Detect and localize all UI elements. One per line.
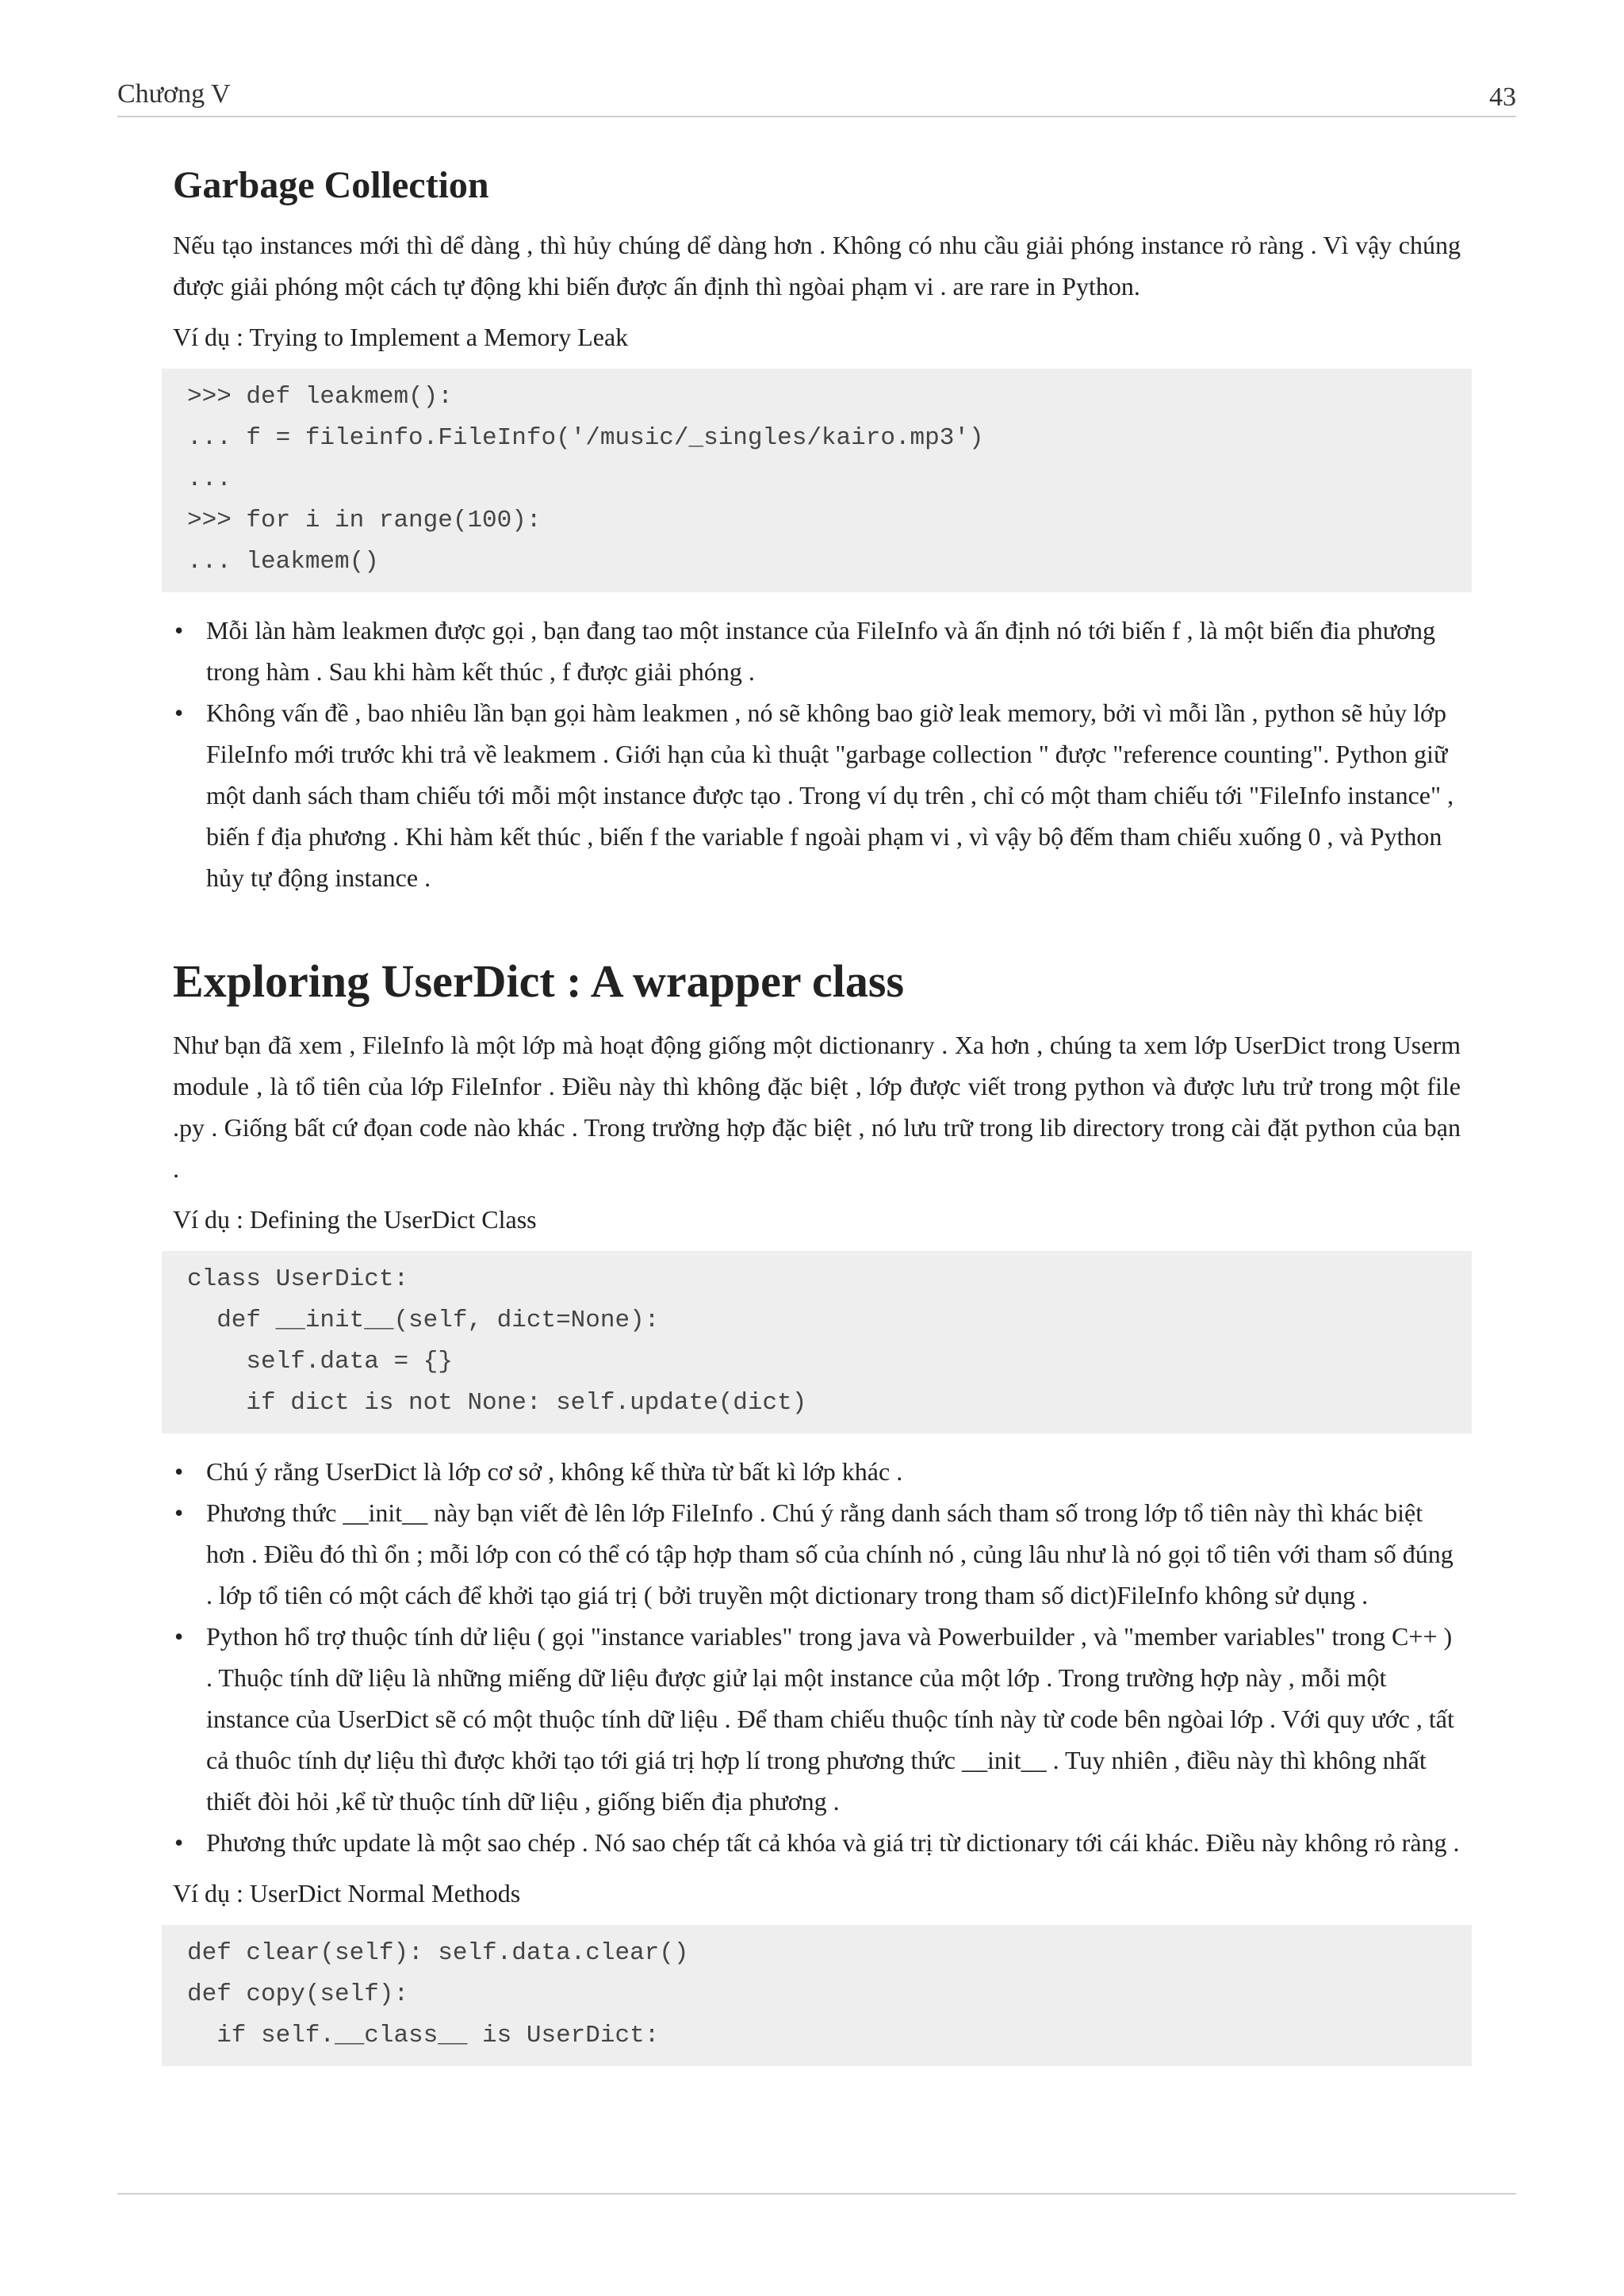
bullet-icon: • xyxy=(174,1621,184,1651)
code-line: class UserDict: xyxy=(187,1265,409,1293)
bullet-item xyxy=(173,610,1461,692)
section-spacer xyxy=(173,908,1461,955)
bullet-text: Python hổ trợ thuộc tính dử liệu ( gọi "instance variables" trong java và Powerbuilder , và "member variables" trong C++ ) . Thuộc tính dữ liệu là những miếng dữ liệu được giử lại một instance của một lớp . Trong trường hợp này , mỗi một instance của UserDict sẽ có một thuộc tính dữ liệu . Để tham chiếu thuộc tính này từ code bên ngòai lớp . Với quy ước , tất cả thuôc tính dự liệu thì được khởi tạo tới giá trị hợp lí trong phương thức __init__ . Tuy nhiên , điều này thì không nhất thiết đòi hỏi ,kể từ thuộc tính dữ liệu , giống biến địa phương . xyxy=(206,1621,1454,1816)
bullet-icon: • xyxy=(174,698,184,728)
bullet-list xyxy=(173,610,1461,898)
code-line: ... leakmem() xyxy=(187,548,379,576)
page-content xyxy=(173,163,1461,2084)
code-line: def __init__(self, dict=None): xyxy=(187,1306,660,1334)
bullet-icon: • xyxy=(174,1498,184,1527)
section-title-garbage-collection: Garbage Collection xyxy=(173,164,489,206)
bullet-text: Phương thức __init__ này bạn viết đè lên lớp FileInfo . Chú ý rằng danh sách tham số trong lớp tổ tiên này thì khác biệt hơn . Điều đó thì ổn ; mỗi lớp con có thể có tập hợp tham số của chính nó , củng lâu như là nó gọi tổ tiên với tham số đúng . lớp tổ tiên có một cách để khởi tạo giá trị ( bởi truyền một dictionary trong tham số dict)FileInfo không sử dụng . xyxy=(206,1498,1454,1609)
bullet-list xyxy=(173,1451,1461,1863)
page-header xyxy=(117,79,1516,117)
bullet-text: Không vấn đề , bao nhiêu lần bạn gọi hàm leakmen , nó sẽ không bao giờ leak memory, bởi vì mỗi lần , python sẽ hủy lớp FileInfo mới trước khi trả về leakmem . Giới hạn của kì thuật "garbage collection " được "reference counting". Python giữ một danh sách tham chiếu tới mỗi một instance được tạo . Trong ví dụ trên , chỉ có một tham chiếu tới "FileInfo instance" , biến f địa phương . Khi hàm kết thúc , biến f the variable f ngoài phạm vi , vì vậy bộ đếm tham chiếu xuống 0 , và Python hủy tự động instance . xyxy=(206,698,1454,893)
bullet-icon: • xyxy=(174,1827,184,1857)
page-number: 43 xyxy=(1489,82,1516,112)
bullet-item xyxy=(173,1492,1461,1616)
code-line: ... f = fileinfo.FileInfo('/music/_singles/kairo.mp3') xyxy=(187,424,984,453)
code-line: ... xyxy=(187,465,232,494)
code-line: >>> def leakmem(): xyxy=(187,383,453,411)
bullet-item xyxy=(173,1822,1461,1863)
example-label: Ví dụ : Defining the UserDict Class xyxy=(173,1204,537,1234)
bullet-item xyxy=(173,1616,1461,1822)
code-line: def clear(self): self.data.clear() xyxy=(187,1938,689,1967)
example-label: Ví dụ : Trying to Implement a Memory Leak xyxy=(173,323,629,352)
code-line: if self.__class__ is UserDict: xyxy=(187,2021,660,2049)
bullet-text: Phương thức update là một sao chép . Nó sao chép tất cả khóa và giá trị từ dictionary tới cái khác. Điều này không rỏ ràng . xyxy=(206,1827,1460,1857)
code-line: self.data = {} xyxy=(187,1347,453,1376)
bullet-icon: • xyxy=(174,1456,184,1486)
code-line: def copy(self): xyxy=(187,1980,409,2008)
code-block xyxy=(162,1925,1472,2066)
code-line: >>> for i in range(100): xyxy=(187,507,542,535)
bullet-item xyxy=(173,1451,1461,1492)
bullet-text: Mỗi làn hàm leakmen được gọi , bạn đang tao một instance của FileInfo và ấn định nó tới biến f , là một biến đia phương trong hàm . Sau khi hàm kết thúc , f được giải phóng . xyxy=(206,616,1435,687)
section-title-userdict: Exploring UserDict : A wrapper class xyxy=(173,955,905,1008)
footer-divider xyxy=(117,2193,1516,2195)
paragraph: Như bạn đã xem , FileInfo là một lớp mà hoạt động giống một dictionanry . Xa hơn , chúng ta xem lớp UserDict trong Userm module , là tổ tiên của lớp FileInfor . Điều này thì không đặc biệt , lớp được viết trong python và được lưu trử trong một file .py . Giống bất cứ đọan code nào khác . Trong trường hợp đặc biệt , nó lưu trữ trong lib directory trong cài đặt python của bạn . xyxy=(173,1030,1461,1183)
example-label: Ví dụ : UserDict Normal Methods xyxy=(173,1878,521,1908)
bullet-text: Chú ý rằng UserDict là lớp cơ sở , không kế thừa từ bất kì lớp khác . xyxy=(206,1456,903,1486)
bullet-icon: • xyxy=(174,616,184,645)
bullet-item xyxy=(173,692,1461,898)
code-block xyxy=(162,1251,1472,1433)
code-line: if dict is not None: self.update(dict) xyxy=(187,1388,807,1417)
code-block xyxy=(162,369,1472,592)
paragraph: Nếu tạo instances mới thì dể dàng , thì hủy chúng dể dàng hơn . Không có nhu cầu giải phóng instance rỏ ràng . Vì vậy chúng được giải phóng một cách tự động khi biến được ấn định thì ngòai phạm vi . are rare in Python. xyxy=(173,231,1461,301)
chapter-label: Chương V xyxy=(117,79,231,109)
